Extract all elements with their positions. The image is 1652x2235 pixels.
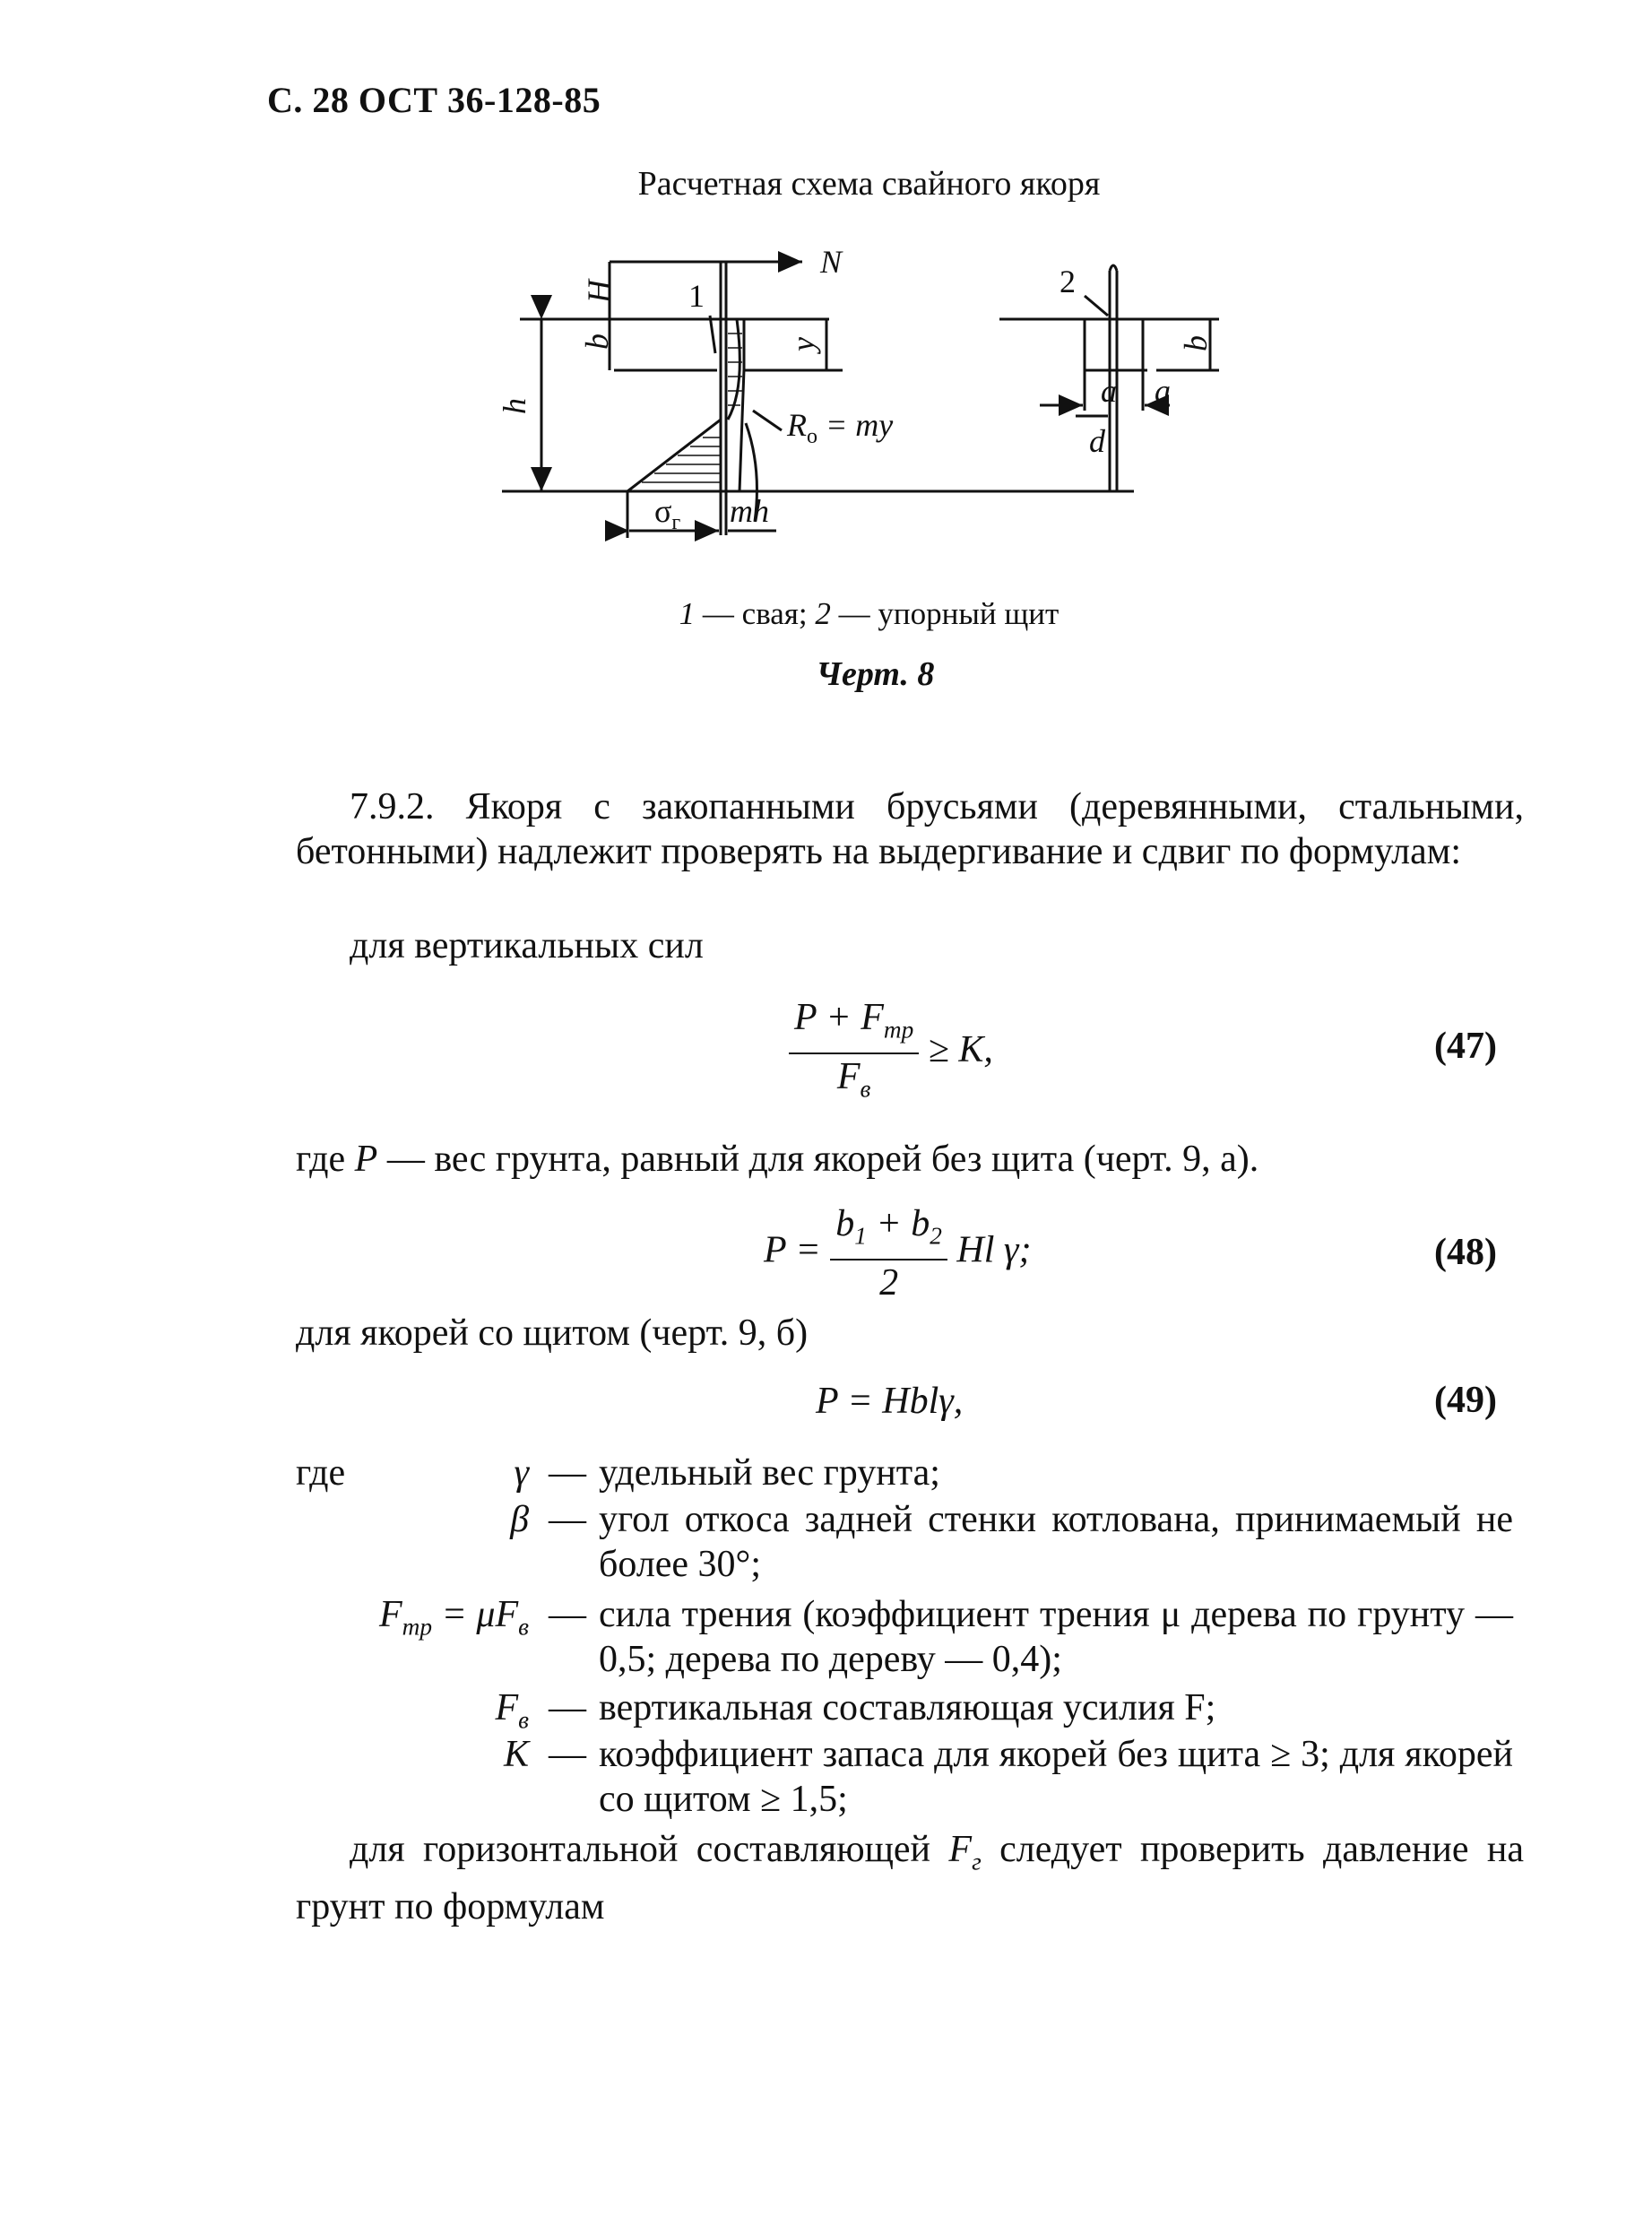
label-r0: $R_о$ = my bbox=[787, 407, 894, 448]
label-h-upper: H bbox=[581, 280, 617, 303]
equation-49: P = Hblγ, bbox=[816, 1381, 964, 1422]
label-2: 2 bbox=[1060, 264, 1076, 299]
figure-legend: 1 — свая; 2 — упорный щит bbox=[679, 596, 1060, 631]
paragraph-7-9-2: 7.9.2. Якоря с закопанными брусьями (деревянными, стальными, бетонными) надлежит проверять на выдергивание и сдвиг по формулам: bbox=[296, 786, 1524, 872]
label-b-right: b bbox=[1178, 335, 1214, 351]
equation-48: P = $\frac{b_1 + b_2}{2}$ Hl γ; bbox=[764, 1203, 1032, 1304]
where-label: где bbox=[296, 1452, 346, 1494]
label-1: 1 bbox=[688, 278, 705, 314]
label-n: N bbox=[820, 244, 843, 280]
label-a-right: a bbox=[1155, 373, 1171, 409]
label-b: b bbox=[579, 334, 615, 350]
pile-anchor-diagram bbox=[497, 244, 1309, 576]
with-shield-label: для якорей со щитом (черт. 9, б) bbox=[296, 1312, 809, 1354]
equation-47: $\frac{P + F_{тр}}{F_в}$ ≥ K, bbox=[789, 995, 993, 1111]
label-d: d bbox=[1089, 423, 1105, 459]
p-definition: где P — вес грунта, равный для якорей без щита (черт. 9, а). bbox=[296, 1139, 1259, 1180]
equation-47-number: (47) bbox=[1434, 1026, 1497, 1067]
figure-caption: Черт. 8 bbox=[816, 655, 935, 693]
horizontal-component-text: для горизонтальной составляющей $F_г$ следует проверить давление на грунт по формулам bbox=[296, 1829, 1524, 1927]
equation-49-number: (49) bbox=[1434, 1380, 1497, 1421]
equation-48-number: (48) bbox=[1434, 1232, 1497, 1273]
label-mh: mh bbox=[730, 493, 769, 529]
label-y: y bbox=[785, 337, 821, 351]
label-sigma: $\sigma_г$ bbox=[654, 493, 681, 534]
page-header: С. 28 ОСТ 36-128-85 bbox=[267, 80, 601, 120]
label-h: h bbox=[497, 398, 532, 414]
label-a-left: a bbox=[1101, 373, 1117, 409]
figure-title: Расчетная схема свайного якоря bbox=[637, 165, 1101, 203]
vertical-forces-label: для вертикальных сил bbox=[350, 925, 704, 966]
